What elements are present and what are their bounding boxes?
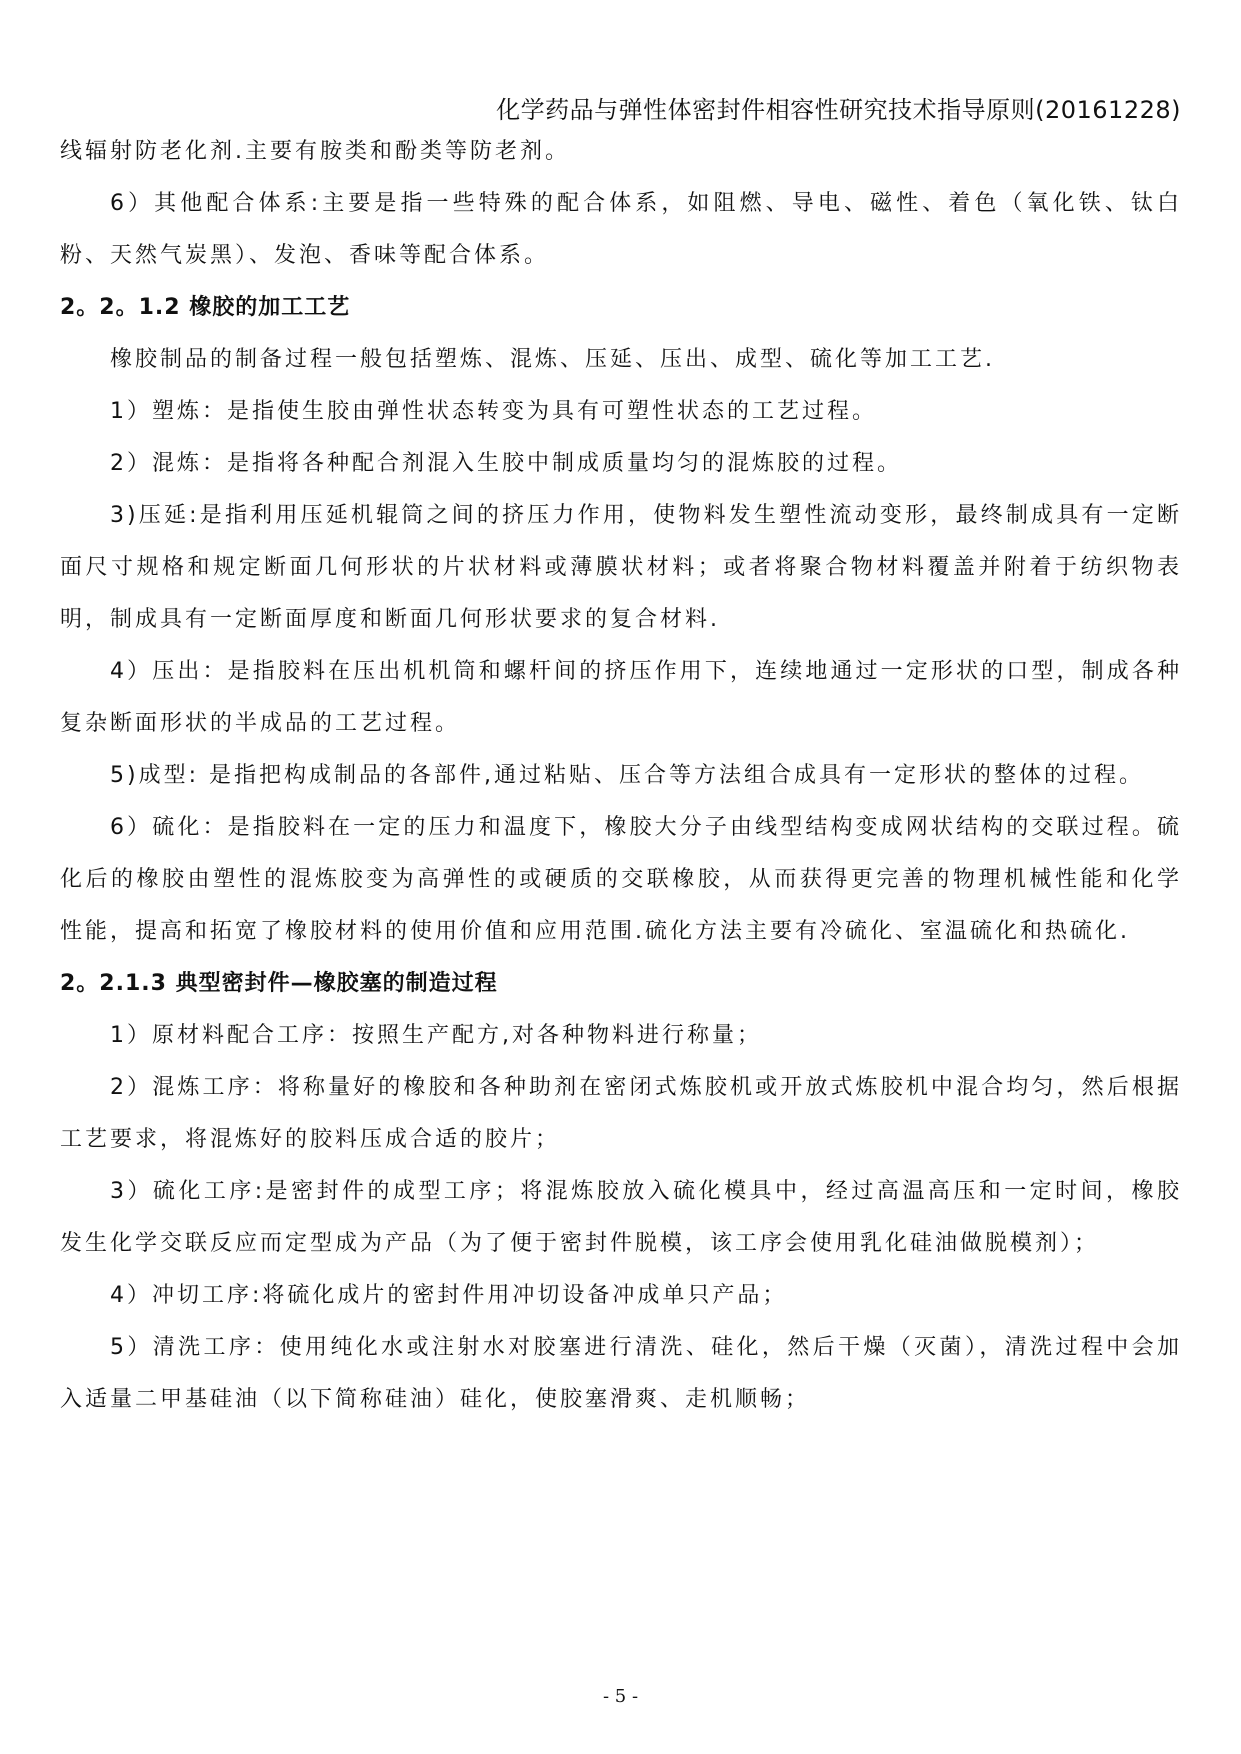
paragraph: 橡胶制品的制备过程一般包括塑炼、混炼、压延、压出、成型、硫化等加工工艺. — [110, 347, 995, 372]
paragraph: 2）混炼工序：将称量好的橡胶和各种助剂在密闭式炼胶机或开放式炼胶机中混合均匀，然后根据工艺要求，将混炼好的胶料压成合适的胶片； — [60, 1075, 1182, 1152]
paragraph: 线辐射防老化剂.主要有胺类和酚类等防老剂。 — [60, 139, 570, 164]
paragraph: 1）原材料配合工序：按照生产配方,对各种物料进行称量； — [110, 1023, 762, 1048]
page-number: - 5 - — [602, 1686, 639, 1707]
document-header-title: 化学药品与弹性体密封件相容性研究技术指导原则(20161228) — [496, 96, 1181, 124]
paragraph: 4）压出：是指胶料在压出机机筒和螺杆间的挤压作用下，连续地通过一定形状的口型，制成各种复杂断面形状的半成品的工艺过程。 — [60, 659, 1182, 736]
paragraph: 3)压延:是指利用压延机辊筒之间的挤压力作用，使物料发生塑性流动变形，最终制成具有一定断面尺寸规格和规定断面几何形状的片状材料或薄膜状材料；或者将聚合物材料覆盖并附着于纺织物表明，制成具有一定断面厚度和断面几何形状要求的复合材料. — [60, 503, 1182, 632]
paragraph: 5)成型: 是指把构成制品的各部件,通过粘贴、压合等方法组合成具有一定形状的整体的过程。 — [110, 763, 1144, 788]
paragraph: 5）清洗工序：使用纯化水或注射水对胶塞进行清洗、硅化，然后干燥（灭菌），清洗过程中会加入适量二甲基硅油（以下简称硅油）硅化，使胶塞滑爽、走机顺畅； — [60, 1335, 1182, 1412]
paragraph: 2）混炼：是指将各种配合剂混入生胶中制成质量均匀的混炼胶的过程。 — [110, 451, 902, 476]
paragraph: 3）硫化工序:是密封件的成型工序；将混炼胶放入硫化模具中，经过高温高压和一定时间，橡胶发生化学交联反应而定型成为产品（为了便于密封件脱模，该工序会使用乳化硅油做脱模剂）； — [60, 1179, 1182, 1256]
paragraph: 6）硫化：是指胶料在一定的压力和温度下，橡胶大分子由线型结构变成网状结构的交联过程。硫化后的橡胶由塑性的混炼胶变为高弹性的或硬质的交联橡胶，从而获得更完善的物理机械性能和化学性能，提高和拓宽了橡胶材料的使用价值和应用范围.硫化方法主要有冷硫化、室温硫化和热硫化. — [60, 815, 1182, 944]
paragraph: 6）其他配合体系:主要是指一些特殊的配合体系，如阻燃、导电、磁性、着色（氧化铁、钛白粉、天然气炭黑）、发泡、香味等配合体系。 — [60, 191, 1182, 268]
paragraph: 1）塑炼：是指使生胶由弹性状态转变为具有可塑性状态的工艺过程。 — [110, 399, 877, 424]
section-heading: 2。2.1.3 典型密封件—橡胶塞的制造过程 — [60, 971, 498, 996]
paragraph: 4）冲切工序:将硫化成片的密封件用冲切设备冲成单只产品； — [110, 1283, 788, 1308]
document-body — [60, 126, 1182, 1426]
section-heading: 2。2。1.2 橡胶的加工工艺 — [60, 295, 351, 320]
